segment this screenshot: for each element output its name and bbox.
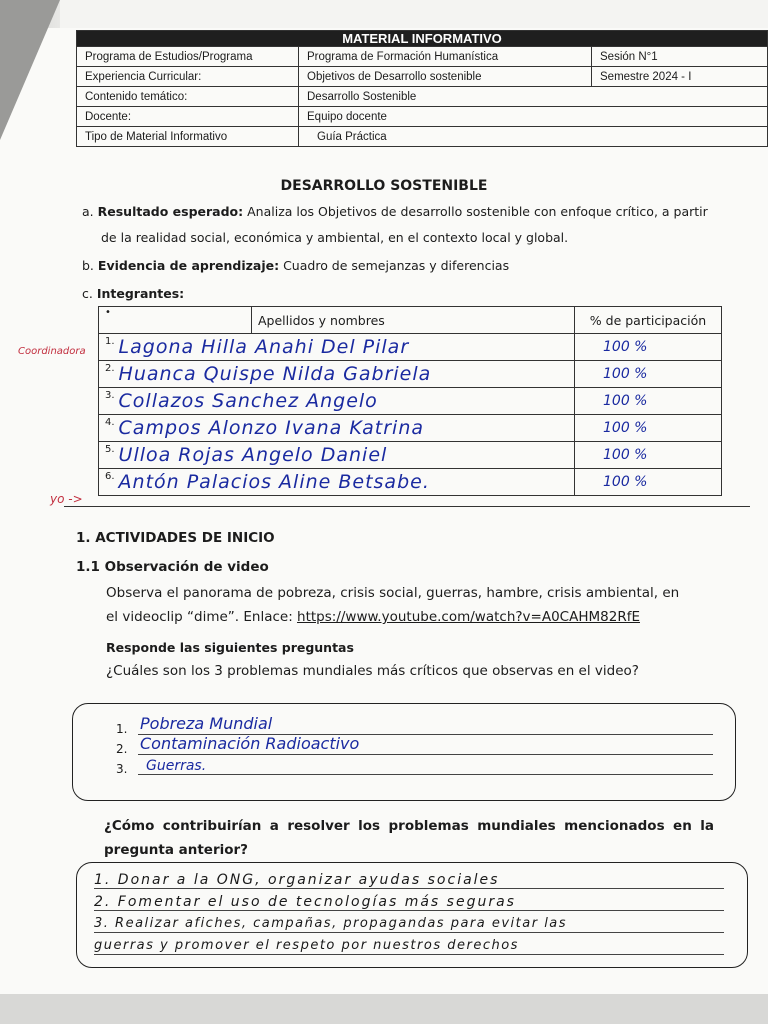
coordinator-note: Coordinadora <box>18 346 86 357</box>
members-table <box>98 306 722 496</box>
header-value: Equipo docente <box>299 107 768 127</box>
item-b <box>82 253 509 279</box>
item-a <box>82 199 732 225</box>
header-value: Guía Práctica <box>299 127 768 147</box>
item-a-letter: a. <box>82 204 94 219</box>
answer-1-number: 1. <box>116 722 128 736</box>
member-row <box>99 334 722 361</box>
member-row <box>99 469 722 496</box>
member-name: Collazos Sanchez Angelo <box>118 390 378 412</box>
member-number: 2. <box>105 363 115 374</box>
header-label: Tipo de Material Informativo <box>77 127 299 147</box>
answer-3-text[interactable]: Guerras. <box>146 758 207 774</box>
answer-2b-text[interactable]: 2. Fomentar el uso de tecnologías más seguras <box>94 894 516 910</box>
answer-line <box>94 932 724 933</box>
header-row <box>77 67 768 87</box>
member-row <box>99 388 722 415</box>
header-label: Contenido temático: <box>77 87 299 107</box>
answer-line <box>94 954 724 955</box>
header-value: Objetivos de Desarrollo sostenible <box>299 67 592 87</box>
header-row <box>77 127 768 147</box>
member-name: Campos Alonzo Ivana Katrina <box>118 417 425 439</box>
section-divider <box>64 506 750 507</box>
member-pct: 100 % <box>575 415 722 442</box>
answer-2a-text[interactable]: 1. Donar a la ONG, organizar ayudas sociales <box>94 872 500 888</box>
answer-2d-text[interactable]: guerras y promover el respeto por nuestros derechos <box>94 938 519 953</box>
question-2-line1: ¿Cómo contribuirían a resolver los problemas mundiales mencionados en la <box>104 818 714 834</box>
section-text-lead: el videoclip “dime”. Enlace: <box>106 609 298 625</box>
section-heading: 1. ACTIVIDADES DE INICIO <box>76 530 275 546</box>
item-b-label: Evidencia de aprendizaje: <box>97 258 280 273</box>
item-a-label: Resultado esperado: <box>97 204 244 219</box>
item-a-text: Analiza los Objetivos de desarrollo sostenible con enfoque crítico, a partir <box>247 204 708 219</box>
item-a-continuation: de la realidad social, económica y ambiental, en el contexto local y global. <box>101 230 569 245</box>
item-b-text: Cuadro de semejanzas y diferencias <box>283 258 510 273</box>
members-bullet: • <box>99 307 252 334</box>
item-c <box>82 281 184 307</box>
header-label: Experiencia Curricular: <box>77 67 299 87</box>
answer-2-number: 2. <box>116 742 128 756</box>
member-name: Ulloa Rojas Angelo Daniel <box>118 444 388 466</box>
members-col-pct: % de participación <box>575 307 722 334</box>
member-number: 5. <box>105 444 115 455</box>
header-value: Programa de Formación Humanística <box>299 47 592 67</box>
header-label: Programa de Estudios/Programa <box>77 47 299 67</box>
header-extra: Sesión N°1 <box>592 47 768 67</box>
item-c-letter: c. <box>82 286 93 301</box>
answer-2-text[interactable]: Contaminación Radioactivo <box>140 734 360 753</box>
answer-line <box>94 888 724 889</box>
header-row <box>77 47 768 67</box>
member-name: Lagona Hilla Anahi Del Pilar <box>118 336 410 358</box>
members-col-names: Apellidos y nombres <box>252 307 575 334</box>
video-link[interactable]: https://www.youtube.com/watch?v=A0CAHM82RfE <box>297 609 640 625</box>
item-c-label: Integrantes: <box>96 286 185 301</box>
header-row <box>77 107 768 127</box>
member-number: 4. <box>105 417 115 428</box>
question-2-line2: pregunta anterior? <box>104 842 249 858</box>
member-name: Antón Palacios Aline Betsabe. <box>118 471 430 493</box>
member-row <box>99 442 722 469</box>
member-pct: 100 % <box>575 361 722 388</box>
respond-instruction: Responde las siguientes preguntas <box>106 640 354 655</box>
member-pct: 100 % <box>575 442 722 469</box>
subsection-heading: 1.1 Observación de video <box>76 559 269 575</box>
member-pct: 100 % <box>575 469 722 496</box>
me-note: yo -> <box>50 492 83 506</box>
document-title: DESARROLLO SOSTENIBLE <box>280 178 488 194</box>
question-1: ¿Cuáles son los 3 problemas mundiales más críticos que observas en el video? <box>106 663 639 679</box>
member-number: 6. <box>105 471 115 482</box>
header-table <box>76 30 768 147</box>
header-row <box>77 87 768 107</box>
member-number: 3. <box>105 390 115 401</box>
section-text-line2 <box>106 604 640 630</box>
answer-line <box>138 774 713 775</box>
header-label: Docente: <box>77 107 299 127</box>
background-bottom <box>0 994 768 1024</box>
answer-2c-text[interactable]: 3. Realizar afiches, campañas, propagandas para evitar las <box>94 916 568 931</box>
member-row <box>99 415 722 442</box>
member-row <box>99 361 722 388</box>
answer-1-text[interactable]: Pobreza Mundial <box>140 714 273 733</box>
member-number: 1. <box>105 336 115 347</box>
answer-line <box>94 910 724 911</box>
section-text-line1: Observa el panorama de pobreza, crisis social, guerras, hambre, crisis ambiental, en <box>106 585 680 601</box>
header-value: Desarrollo Sostenible <box>299 87 768 107</box>
answer-3-number: 3. <box>116 762 128 776</box>
header-title: MATERIAL INFORMATIVO <box>77 31 768 47</box>
item-b-letter: b. <box>82 258 94 273</box>
page-fold-corner <box>0 0 60 140</box>
member-pct: 100 % <box>575 334 722 361</box>
answer-line <box>138 754 713 755</box>
header-extra: Semestre 2024 - I <box>592 67 768 87</box>
member-name: Huanca Quispe Nilda Gabriela <box>118 363 432 385</box>
member-pct: 100 % <box>575 388 722 415</box>
